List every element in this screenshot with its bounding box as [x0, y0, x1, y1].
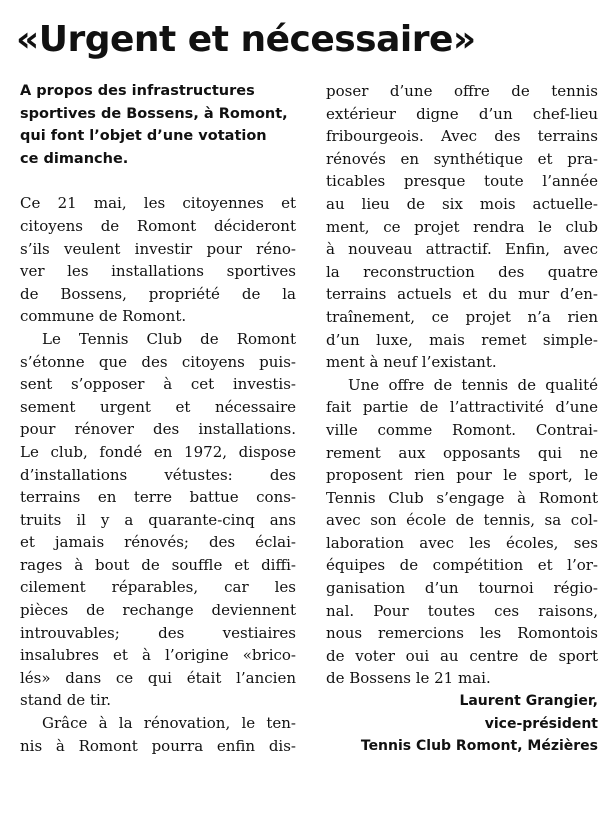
text-line: d’installations vétustes: des — [20, 465, 296, 484]
signature-club: Tennis Club Romont, Mézières — [360, 738, 598, 755]
lead-line: sportives de Bossens, à Romont, — [20, 105, 288, 122]
text-line: lés» dans ce qui était l’ancien — [20, 668, 296, 687]
text-line: stand de tir. — [20, 691, 112, 710]
signature-role: vice-président — [484, 715, 598, 732]
text-line: citoyens de Romont décideront — [20, 216, 296, 235]
paragraph-quality — [326, 374, 598, 690]
text-line: de voter oui au centre de sport — [326, 646, 598, 665]
text-line: terrains en terre battue cons- — [20, 488, 296, 507]
left-column — [20, 80, 296, 757]
text-line: et jamais rénovés; des éclai- — [20, 533, 296, 552]
text-line: rénovés en synthétique et pra- — [326, 149, 598, 168]
paragraph-club — [20, 328, 296, 712]
text-line: terrains actuels et du mur d’en- — [326, 285, 598, 304]
text-line: rages à bout de souffle et diffi- — [20, 555, 296, 574]
text-line: Une offre de tennis de qualité — [348, 375, 598, 394]
text-line: Tennis Club s’engage à Romont — [326, 488, 598, 507]
text-line: ticables presque toute l’année — [326, 172, 598, 191]
text-line: sement urgent et nécessaire — [20, 397, 296, 416]
text-line: nal. Pour toutes ces raisons, — [326, 601, 598, 620]
text-line: rement aux opposants qui ne — [326, 443, 598, 462]
text-line: sent s’opposer à cet investis- — [20, 375, 296, 394]
text-line: Grâce à la rénovation, le ten- — [42, 714, 296, 733]
text-line: commune de Romont. — [20, 307, 187, 326]
signature-name: Laurent Grangier, — [459, 693, 598, 710]
lead-line: ce dimanche. — [20, 150, 129, 167]
text-line: équipes de compétition et l’or- — [326, 556, 598, 575]
text-line: s’étonne que des citoyens puis- — [20, 352, 296, 371]
article-title: «Urgent et nécessaire» — [16, 19, 476, 60]
text-line: extérieur digne d’un chef-lieu — [326, 104, 598, 123]
text-line: poser d’une offre de tennis — [326, 82, 598, 100]
text-line: cilement réparables, car les — [20, 578, 296, 597]
text-line: introuvables; des vestiaires — [20, 623, 296, 642]
text-line: ment à neuf l’existant. — [326, 353, 497, 372]
text-line: à nouveau attractif. Enfin, avec — [326, 240, 598, 259]
paragraph-intro — [20, 192, 296, 328]
text-line: ment, ce projet rendra le club — [326, 217, 598, 236]
text-line: traînement, ce projet n’a rien — [326, 307, 598, 326]
text-line: fait partie de l’attractivité d’une — [326, 398, 598, 417]
right-column — [326, 80, 598, 758]
text-line: laboration avec les écoles, ses — [326, 533, 598, 552]
lead-line: qui font l’objet d’une votation — [20, 128, 267, 145]
text-line: Ce 21 mai, les citoyennes et — [20, 194, 296, 213]
paragraph-continuation — [326, 80, 598, 374]
text-line: proposent rien pour le sport, le — [326, 466, 598, 485]
text-line: fribourgeois. Avec des terrains — [326, 127, 598, 146]
text-line: s’ils veulent investir pour réno- — [20, 239, 296, 258]
lead-line: A propos des infrastructures — [20, 83, 255, 99]
signature — [326, 690, 598, 758]
article-lead — [20, 80, 296, 170]
text-line: de Bossens, propriété de la — [20, 284, 296, 303]
text-line: au lieu de six mois actuelle- — [326, 194, 598, 213]
text-line: d’un luxe, mais remet simple- — [326, 330, 598, 349]
text-line: nis à Romont pourra enfin dis- — [20, 736, 296, 755]
text-line: pièces de rechange deviennent — [20, 601, 296, 620]
text-line: ver les installations sportives — [20, 262, 296, 281]
paragraph-renovation — [20, 712, 296, 757]
text-line: nous remercions les Romontois — [326, 624, 598, 643]
text-line: truits il y a quarante-cinq ans — [20, 510, 296, 529]
text-line: Le Tennis Club de Romont — [42, 329, 296, 348]
text-line: avec son école de tennis, sa col- — [326, 511, 598, 530]
text-line: ganisation d’un tournoi régio- — [326, 579, 598, 598]
text-line: Le club, fondé en 1972, dispose — [20, 442, 296, 461]
text-line: de Bossens le 21 mai. — [326, 669, 491, 688]
text-line: ville comme Romont. Contrai- — [326, 420, 598, 439]
text-line: insalubres et à l’origine «brico- — [20, 646, 296, 665]
text-line: la reconstruction des quatre — [326, 262, 598, 281]
text-line: pour rénover des installations. — [20, 420, 296, 439]
